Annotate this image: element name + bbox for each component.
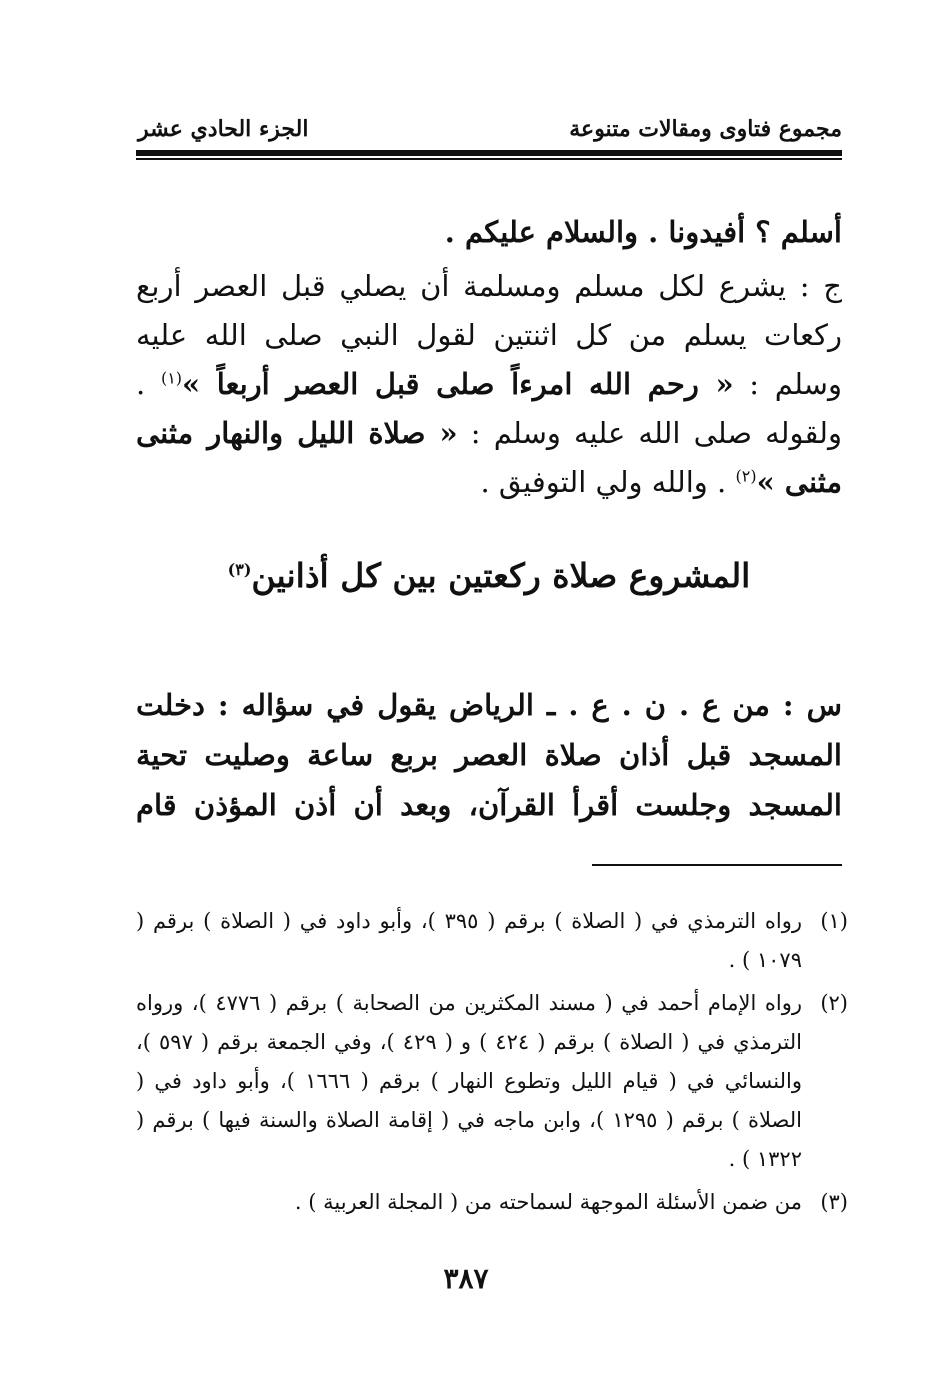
- footnote-marker-3: (٣): [227, 560, 252, 579]
- page-number: ٣٨٧: [443, 1262, 489, 1295]
- footnote-item: [136, 984, 848, 1179]
- hadith-quote-1: « رحم الله امرءاً صلى قبل العصر أربعاً »: [182, 367, 734, 401]
- section-heading: [136, 556, 842, 595]
- footnote-item: [136, 902, 848, 980]
- book-title: مجموع فتاوى ومقالات متنوعة: [569, 116, 842, 142]
- hadith-quote-2: « صلاة الليل والنهار مثنى مثنى »: [136, 416, 842, 499]
- answer-end: . والله ولي التوفيق .: [480, 465, 727, 499]
- question-paragraph: س : من ع . ن . ع . ـ الرياض يقول في سؤاله : دخلت المسجد قبل أذان صلاة العصر بربع ساعة وصليت تحية المسجد وجلست أقرأ القرآن، وبعد أن أذن المؤذن قام: [136, 688, 842, 822]
- footnote-text: رواه الترمذي في ( الصلاة ) برقم ( ٣٩٥ )، وأبو داود في ( الصلاة ) برقم ( ١٠٧٩ ) .: [136, 909, 802, 972]
- previous-question-tail: أسلم ؟ أفيدونا . والسلام عليكم .: [444, 215, 842, 249]
- footnote-marker-1: (١): [160, 368, 183, 388]
- footnote-separator: [592, 864, 842, 866]
- footnote-number: (٣): [820, 1190, 848, 1214]
- footnote-number: (١): [820, 909, 848, 933]
- footnote-number: (٢): [820, 991, 848, 1015]
- footnote-text: رواه الإمام أحمد في ( مسند المكثرين من الصحابة ) برقم ( ٤٧٧٦ )، ورواه الترمذي في ( الصلاة ) برقم ( ٤٢٤ ) و ( ٤٢٩ )، وفي الجمعة برقم ( ٥٩٧ )، والنسائي في ( قيام الليل وتطوع النهار ) برقم ( ١٦٦٦ )، وأبو داود في ( الصلاة ) برقم ( ١٢٩٥ )، وابن ماجه في ( إقامة الصلاة والسنة فيها ) برقم ( ١٣٢٢ ) .: [136, 991, 803, 1171]
- answer-paragraph: [136, 262, 842, 507]
- answer-intro: ج : يشرع لكل مسلم ومسلمة أن يصلي قبل العصر أربع ركعات يسلم من كل اثنتين لقول النبي صلى الله عليه وسلم :: [136, 269, 842, 401]
- answer-middle: . ولقوله صلى الله عليه وسلم :: [136, 367, 843, 450]
- running-header: [136, 112, 842, 152]
- footnotes: [136, 902, 848, 1226]
- volume-label: الجزء الحادي عشر: [138, 116, 309, 142]
- section-heading-text: المشروع صلاة ركعتين بين كل أذانين: [251, 556, 751, 595]
- footnote-marker-2: (٢): [735, 466, 757, 486]
- footnote-text: من ضمن الأسئلة الموجهة لسماحته من ( المجلة العربية ) .: [294, 1190, 802, 1214]
- header-rule: [136, 150, 842, 156]
- header-rule-thin: [136, 158, 842, 160]
- footnote-item: [136, 1183, 848, 1222]
